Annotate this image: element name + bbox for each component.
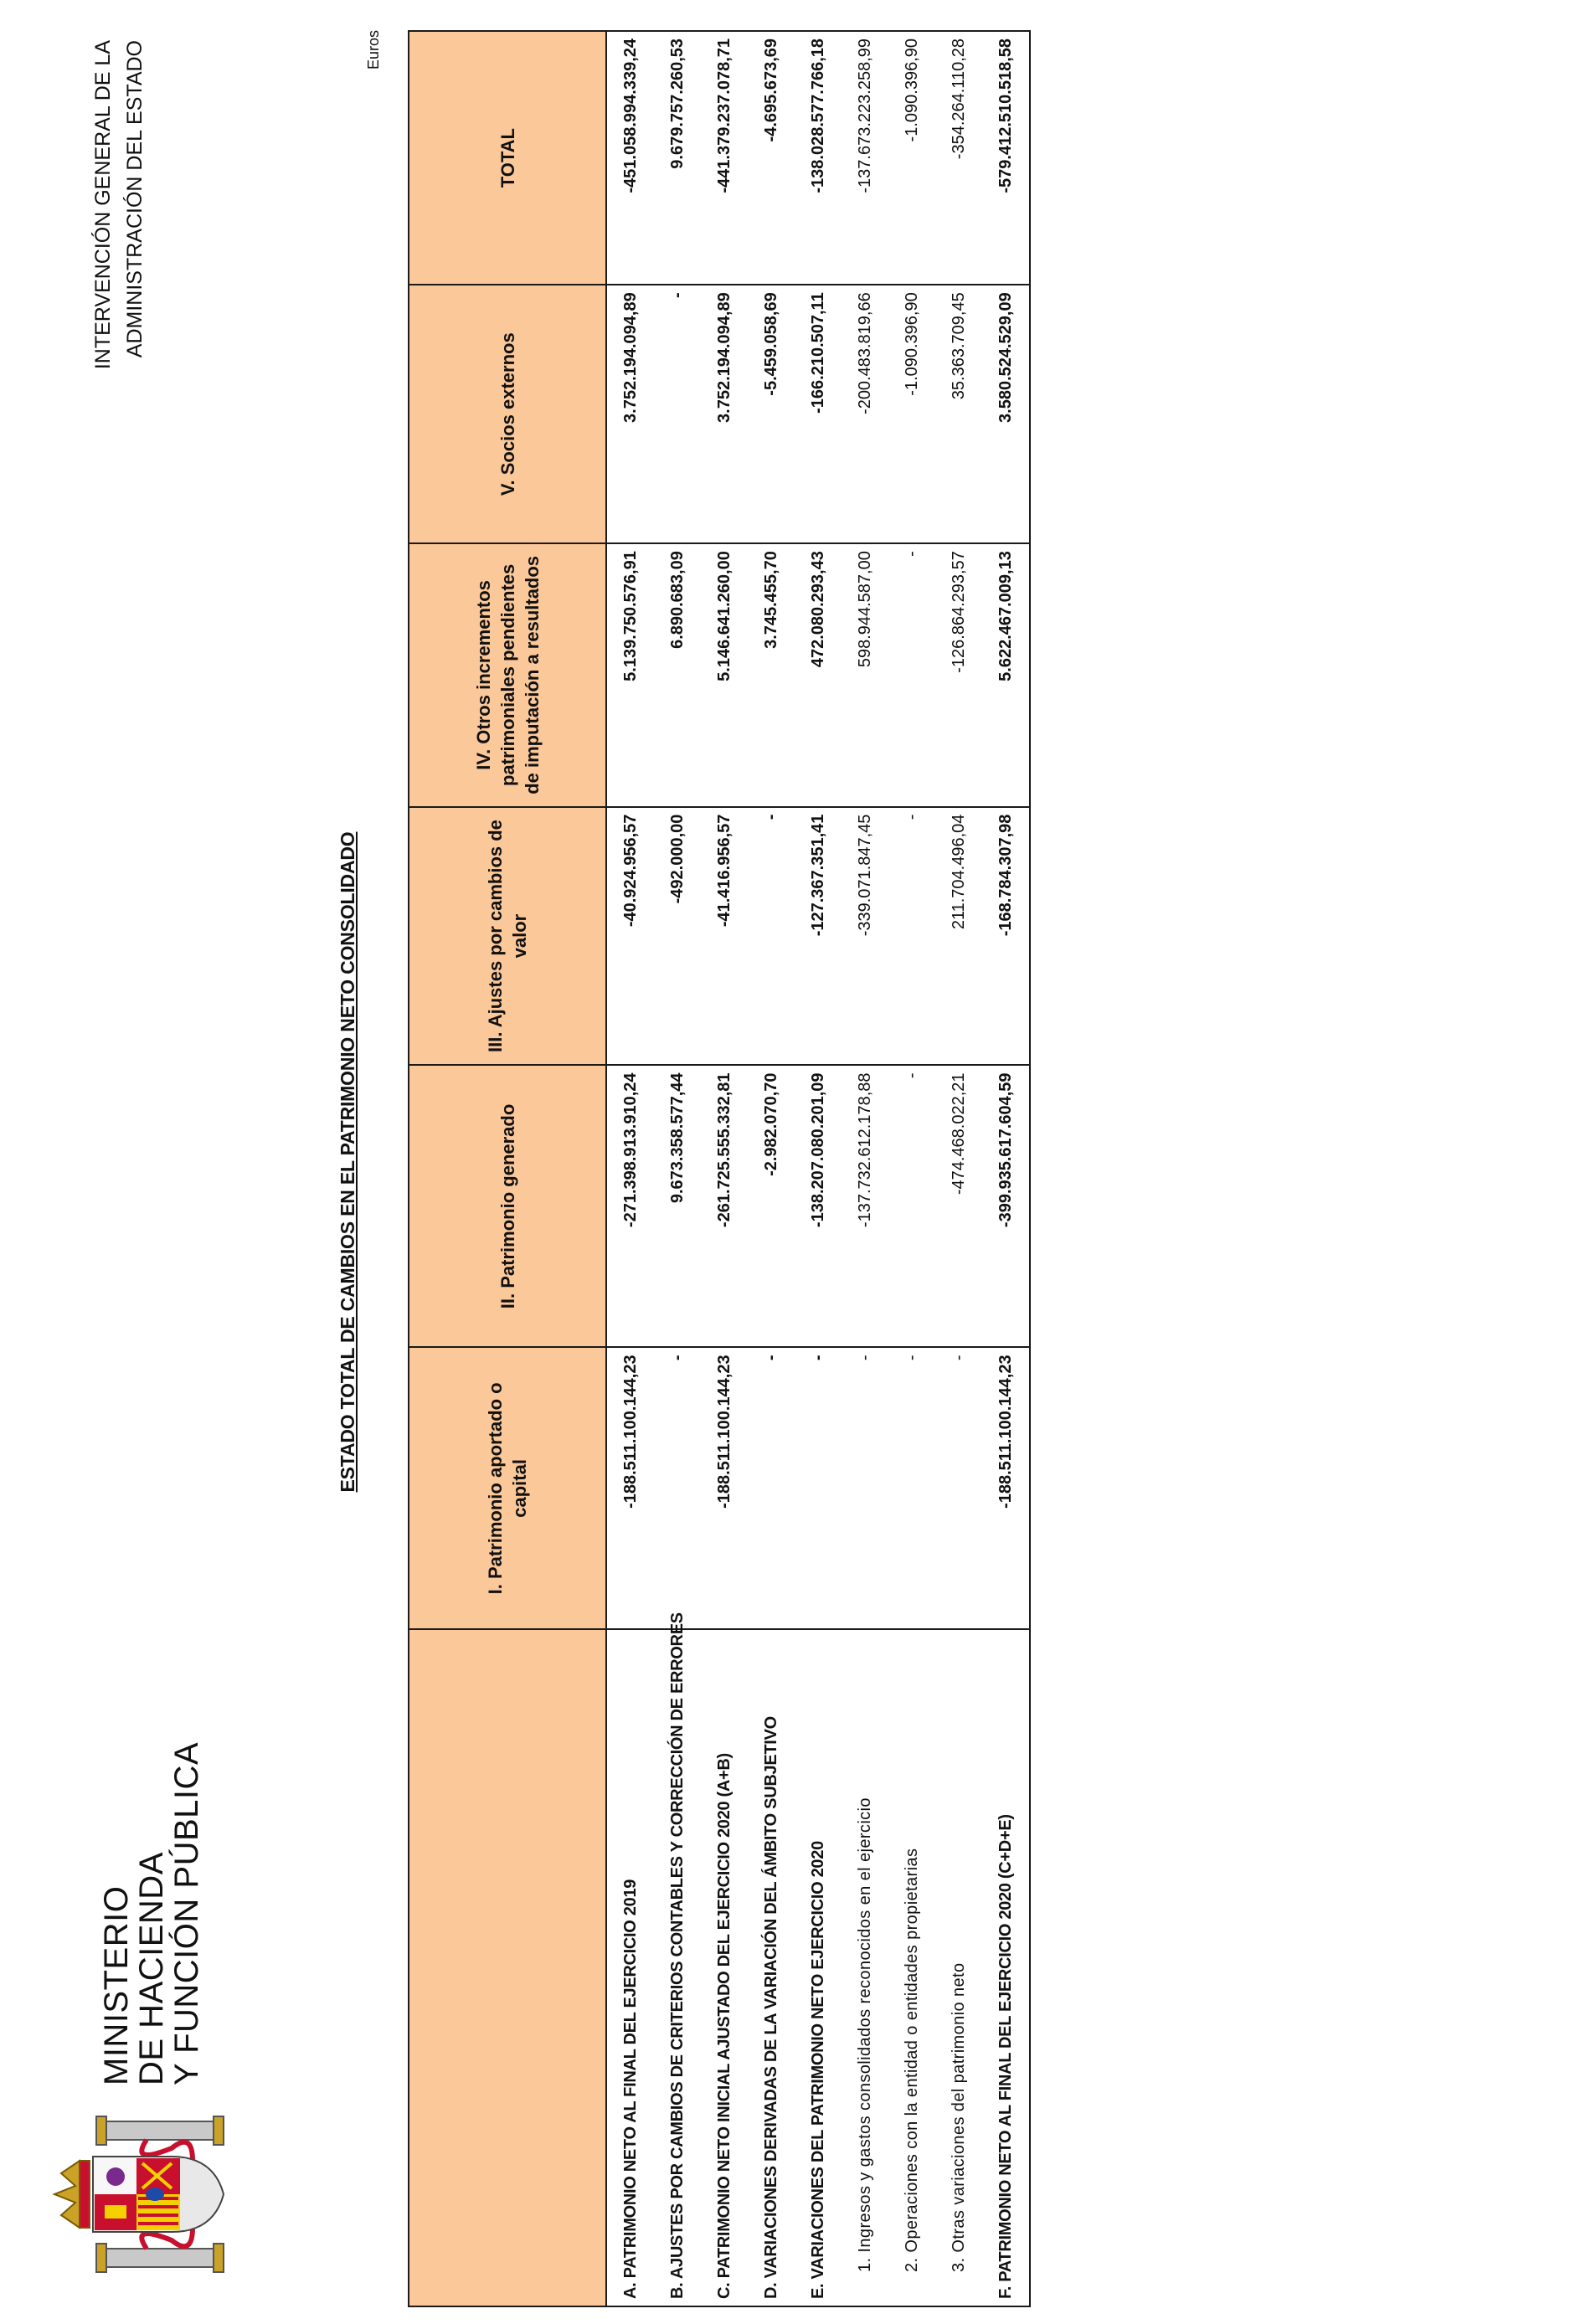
table-cell: - [748, 807, 795, 1066]
table-cell: 9.679.757.260,53 [654, 31, 701, 285]
column-header-socios-externos: V. Socios externos [409, 285, 606, 543]
row-label: A. PATRIMONIO NETO AL FINAL DEL EJERCICIO 2019 [606, 1629, 654, 2306]
column-header-patrimonio-generado: II. Patrimonio generado [409, 1065, 606, 1347]
table-cell: -41.416.956,57 [701, 807, 748, 1066]
column-header-ajustes-valor: III. Ajustes por cambios de valor [409, 807, 606, 1066]
table-cell: 3.752.194.094,89 [701, 285, 748, 543]
table-row [701, 31, 748, 2306]
table-cell: -451.058.994.339,24 [606, 31, 654, 285]
table-cell: -168.784.307,98 [982, 807, 1030, 1066]
table-row [795, 31, 842, 2306]
row-label: 3. Otras variaciones del patrimonio neto [935, 1629, 982, 2306]
table-cell: 211.704.496,04 [935, 807, 982, 1066]
table-cell: -126.864.293,57 [935, 543, 982, 806]
row-label: C. PATRIMONIO NETO INICIAL AJUSTADO DEL EJERCICIO 2020 (A+B) [701, 1629, 748, 2306]
row-label: B. AJUSTES POR CAMBIOS DE CRITERIOS CONTABLES Y CORRECCIÓN DE ERRORES [654, 1629, 701, 2306]
table-cell: -40.924.956,57 [606, 807, 654, 1066]
table-header-row [409, 31, 606, 2306]
table-cell: -4.695.673,69 [748, 31, 795, 285]
equity-changes-table [408, 30, 1031, 2307]
table-cell: -1.090.396,90 [888, 285, 935, 543]
column-header-patrimonio-aportado: I. Patrimonio aportado o capital [409, 1347, 606, 1629]
column-header-otros-incrementos: IV. Otros incrementos patrimoniales pendientes de imputación a resultados [409, 543, 606, 806]
table-row [888, 31, 935, 2306]
table-row [982, 31, 1030, 2306]
table-cell: 5.146.641.260,00 [701, 543, 748, 806]
table-cell: 3.580.524.529,09 [982, 285, 1030, 543]
table-cell: -200.483.819,66 [842, 285, 888, 543]
table-cell: - [654, 1347, 701, 1629]
ministry-name [99, 1742, 204, 2085]
table-cell: - [888, 543, 935, 806]
table-row [842, 31, 888, 2306]
table-cell: 5.622.467.009,13 [982, 543, 1030, 806]
table-cell: - [654, 285, 701, 543]
table-cell: -399.935.617.604,59 [982, 1065, 1030, 1347]
table-cell: -188.511.100.144,23 [701, 1347, 748, 1629]
row-label: E. VARIACIONES DEL PATRIMONIO NETO EJERCICIO 2020 [795, 1629, 842, 2306]
table-cell: -2.982.070,70 [748, 1065, 795, 1347]
table-cell: - [888, 807, 935, 1066]
table-row [606, 31, 654, 2306]
table-cell: -137.732.612.178,88 [842, 1065, 888, 1347]
agency-line: INTERVENCIÓN GENERAL DE LA [91, 40, 115, 370]
row-label: D. VARIACIONES DERIVADAS DE LA VARIACIÓN DEL ÁMBITO SUBJETIVO [748, 1629, 795, 2306]
agency-line: ADMINISTRACIÓN DEL ESTADO [123, 40, 147, 358]
table-cell: -188.511.100.144,23 [982, 1347, 1030, 1629]
ministry-line: MINISTERIO [98, 1885, 135, 2085]
table-cell: - [888, 1065, 935, 1347]
table-cell: -127.367.351,41 [795, 807, 842, 1066]
row-label: 1. Ingresos y gastos consolidados reconocidos en el ejercicio [842, 1629, 888, 2306]
table-cell: 9.673.358.577,44 [654, 1065, 701, 1347]
table-cell: -138.207.080.201,09 [795, 1065, 842, 1347]
column-header-total: TOTAL [409, 31, 606, 285]
table-cell: -474.468.022,21 [935, 1065, 982, 1347]
table-cell: - [888, 1347, 935, 1629]
table-cell: 598.944.587,00 [842, 543, 888, 806]
ministry-line: Y FUNCIÓN PÚBLICA [168, 1741, 205, 2085]
table-cell: 3.745.455,70 [748, 543, 795, 806]
table-row [654, 31, 701, 2306]
table-cell: -492.000,00 [654, 807, 701, 1066]
table-cell: - [842, 1347, 888, 1629]
table-cell: 35.363.709,45 [935, 285, 982, 543]
currency-label: Euros [365, 30, 382, 70]
table-cell: -339.071.847,45 [842, 807, 888, 1066]
agency-name [87, 40, 151, 369]
table-cell: -271.398.913.910,24 [606, 1065, 654, 1347]
table-cell: 472.080.293,43 [795, 543, 842, 806]
row-label: 2. Operaciones con la entidad o entidades propietarias [888, 1629, 935, 2306]
table-body [606, 31, 1030, 2306]
table-cell: 5.139.750.576,91 [606, 543, 654, 806]
ministry-line: DE HACIENDA [133, 1852, 170, 2085]
table-cell: 3.752.194.094,89 [606, 285, 654, 543]
table-cell: -138.028.577.766,18 [795, 31, 842, 285]
table-row [935, 31, 982, 2306]
table-cell: 6.890.683,09 [654, 543, 701, 806]
report-title: ESTADO TOTAL DE CAMBIOS EN EL PATRIMONIO NETO CONSOLIDADO [337, 831, 358, 1493]
table-cell: -188.511.100.144,23 [606, 1347, 654, 1629]
table-cell: -261.725.555.332,81 [701, 1065, 748, 1347]
table-cell: -166.210.507,11 [795, 285, 842, 543]
table-cell: - [935, 1347, 982, 1629]
table-cell: -137.673.223.258,99 [842, 31, 888, 285]
table-cell: -5.459.058,69 [748, 285, 795, 543]
column-header-label [409, 1629, 606, 2306]
table-cell: - [795, 1347, 842, 1629]
table-row [748, 31, 795, 2306]
table-cell: -1.090.396,90 [888, 31, 935, 285]
table-cell: -441.379.237.078,71 [701, 31, 748, 285]
row-label: F. PATRIMONIO NETO AL FINAL DEL EJERCICIO 2020 (C+D+E) [982, 1629, 1030, 2306]
table-cell: -354.264.110,28 [935, 31, 982, 285]
coat-of-arms-logo [46, 2115, 239, 2274]
table-cell: -579.412.510.518,58 [982, 31, 1030, 285]
table-cell: - [748, 1347, 795, 1629]
